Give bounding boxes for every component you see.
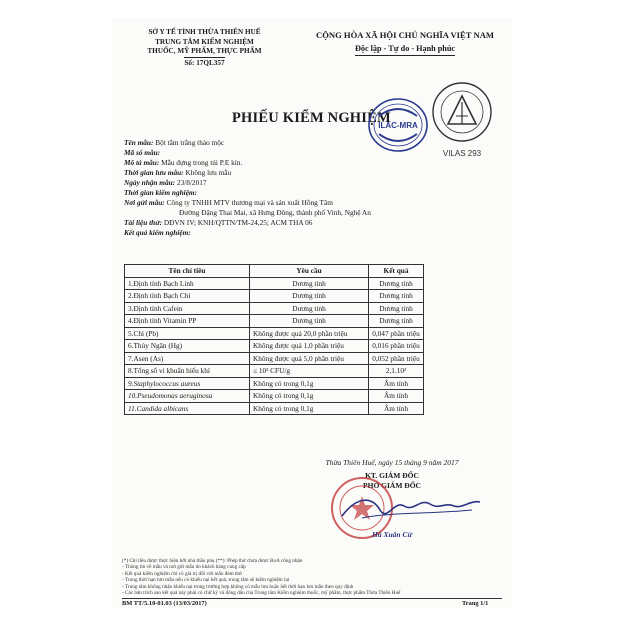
- table-row: 9.Staphylococcus aureus Không có trong 0,1g Âm tính: [125, 377, 424, 390]
- national-motto: Độc lập - Tự do - Hạnh phúc: [355, 43, 455, 56]
- mra-stamp-text: ILAC-MRA: [378, 121, 418, 130]
- report-number: Số: 17QL357: [184, 58, 225, 67]
- footnote-line: - Các bản trích sao kết quả này phải có chữ ký và đóng dấu của Trung tâm Kiểm nghiệm thuốc, mỹ phẩm, thực phẩm Thừa Thiên Huế: [122, 590, 401, 597]
- footnote-line: (*) Chỉ tiêu được thực hiện bởi nhà thầu phụ (**): Phép thử chưa được BoA công nhận: [122, 558, 303, 564]
- republic-title: CỘNG HÒA XÃ HỘI CHỦ NGHĨA VIỆT NAM: [315, 30, 495, 40]
- field-test-time: Thời gian kiểm nghiệm:: [124, 188, 198, 197]
- test-report-document: [112, 18, 512, 608]
- col-criteria: Tên chỉ tiêu: [125, 265, 250, 278]
- table-row: 2.Định tính Bạch Chỉ Dương tính Dương tính: [125, 290, 424, 303]
- signatory-name: Hà Xuân Cừ: [372, 530, 412, 539]
- field-sample-description: Mô tả mẫu: Mẫu đựng trong túi P.E kín.: [124, 158, 243, 167]
- table-row: 4.Định tính Vitamin PP Dương tính Dương tính: [125, 315, 424, 328]
- results-table: [124, 264, 424, 415]
- table-row: 10.Pseudomonas aeruginosa Không có trong 0,1g Âm tính: [125, 390, 424, 403]
- document-title: PHIẾU KIỂM NGHIỆM: [232, 110, 391, 126]
- table-row: 7.Asen (As) Không được quá 5,0 phần triệu 0,052 phần triệu: [125, 352, 424, 365]
- issuer-line: SỞ Y TẾ TỈNH THỪA THIÊN HUẾ: [148, 28, 261, 36]
- footnote-line: - Trong thời hạn lưu mẫu nếu có khiếu nại kết quả, trung tâm sẽ kiểm nghiệm lại: [122, 577, 290, 584]
- field-sample-name: Tên mẫu: Bột tắm trắng thảo mộc: [124, 138, 225, 147]
- handwritten-signature-icon: [332, 488, 492, 528]
- table-row: 3.Định tính Cafein Dương tính Dương tính: [125, 302, 424, 315]
- table-row: 6.Thủy Ngân (Hg) Không được quá 1,0 phần triệu 0,016 phần triệu: [125, 340, 424, 353]
- place-date: Thừa Thiên Huế, ngày 15 tháng 9 năm 2017: [325, 458, 459, 467]
- footnote-line: - Thông tin về mẫu và nơi gửi mẫu do khách hàng cung cấp: [122, 564, 246, 571]
- col-result: Kết quả: [369, 265, 424, 278]
- footnote-line: - Trung tâm không nhận khiếu nại trong trường hợp không có mẫu lưu hoặc hết thời hạn lưu mẫu theo quy định: [122, 583, 354, 590]
- table-row: 5.Chì (Pb) Không được quá 20,0 phần triệu 0,047 phần triệu: [125, 327, 424, 340]
- field-received-date: Ngày nhận mẫu: 23/8/2017: [124, 178, 207, 187]
- field-sample-code: Mã số mẫu:: [124, 148, 161, 157]
- form-code: BM TT/5.10-01.03 (13/03/2017): [122, 600, 207, 607]
- field-test-documents: Tài liệu thử: DĐVN IV; KNH/QTTN/TM-24,25; ACM THA 06: [124, 218, 313, 227]
- sample-info: [124, 138, 504, 238]
- footnote-line: - Kết quả kiểm nghiệm chỉ có giá trị đối với mẫu đem thử: [122, 570, 242, 577]
- vilas-code: VILAS 293: [442, 149, 482, 158]
- issuer-line: TRUNG TÂM KIỂM NGHIỆM: [155, 37, 254, 46]
- col-requirement: Yêu cầu: [250, 265, 369, 278]
- footnotes: [122, 558, 507, 596]
- page-number: Trang 1/1: [462, 600, 489, 607]
- field-retention-time: Thời gian lưu mẫu: Không lưu mẫu: [124, 168, 232, 177]
- signatory-for: KT. GIÁM ĐỐC: [365, 471, 419, 480]
- table-row: 11.Candida albicans Không có trong 0,1g Âm tính: [125, 402, 424, 415]
- republic-header: [290, 30, 520, 56]
- signatory-role: PHÓ GIÁM ĐỐC: [363, 481, 421, 490]
- field-sender-address: Đường Đặng Thai Mai, xã Hưng Đông, thành phố Vinh, Nghệ An: [179, 208, 371, 217]
- table-header-row: [125, 265, 424, 278]
- issuer-header: [112, 28, 297, 68]
- issuer-line: THUỐC, MỸ PHẨM, THỰC PHẨM: [147, 47, 262, 56]
- footer-divider: [122, 598, 502, 599]
- table-row: 8.Tổng số vi khuẩn hiếu khí ≤ 10³ CFU/g 2,1.10²: [125, 365, 424, 378]
- table-row: 1.Định tính Bạch Linh Dương tính Dương tính: [125, 277, 424, 290]
- field-sender: Nơi gửi mẫu: Công ty TNHH MTV thương mại và sản xuất Hồng Tâm: [124, 198, 333, 207]
- field-results-heading: Kết quả kiểm nghiệm:: [124, 228, 191, 237]
